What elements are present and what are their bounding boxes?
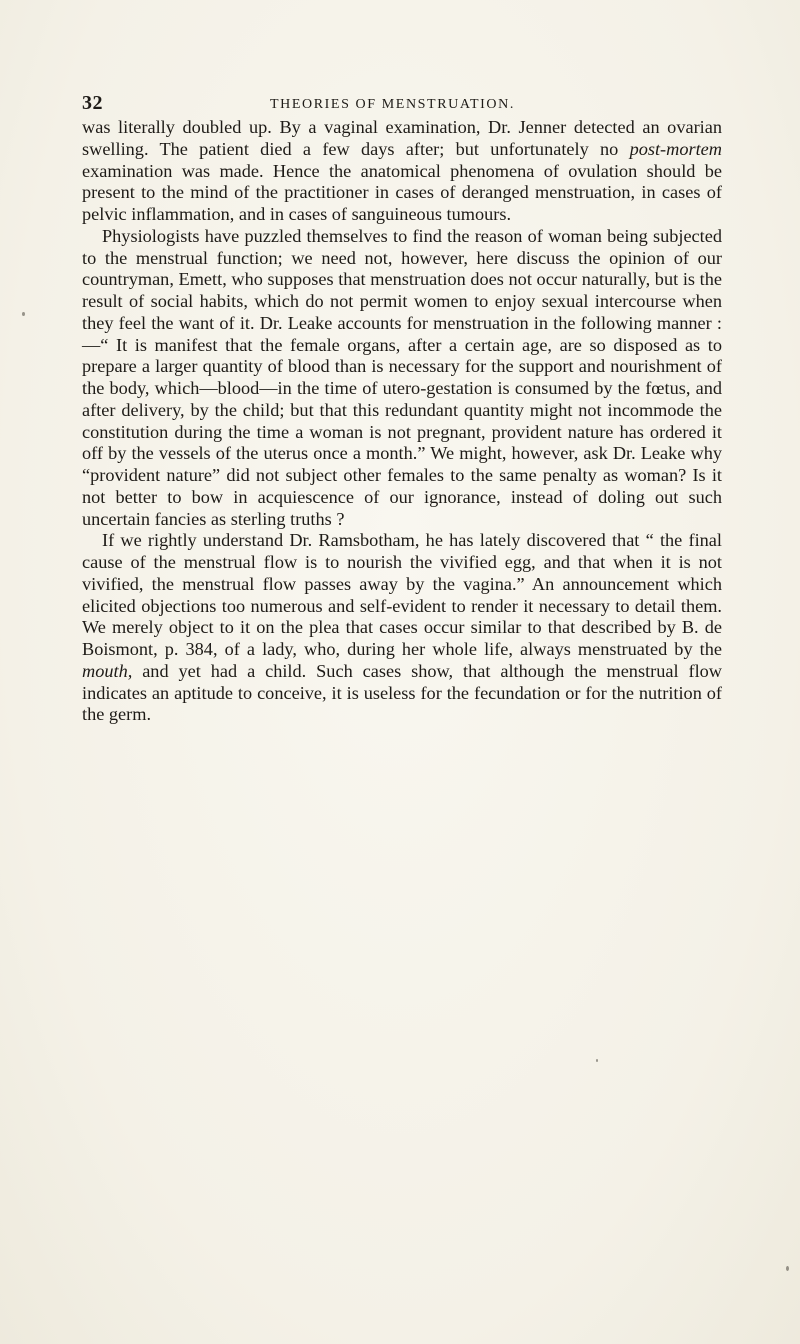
speck (786, 1266, 789, 1271)
paragraph-3-text-c: and yet had a child. Such cases show, that although the menstrual flow indicates an aptitude to conceive, it is useless for the fecundation or for the nutrition of the germ. (82, 660, 722, 725)
paragraph-2 (82, 226, 722, 531)
paragraph-1-text-a: was literally doubled up. By a vaginal examination, Dr. Jenner detected an ovarian swelling. The patient died a few days after; but unfortunately no (82, 117, 722, 159)
running-head: THEORIES OF MENSTRUATION. (270, 97, 515, 112)
paragraph-1 (82, 117, 722, 226)
page-header (82, 92, 722, 120)
paragraph-1-italic: post-mortem (629, 138, 722, 159)
paragraph-1-text-c: examination was made. Hence the anatomical phenomena of ovulation should be present to the mind of the practitioner in cases of deranged menstruation, in cases of pelvic inflammation, and in cases of sanguineous tumours. (82, 160, 722, 224)
paragraph-2-text: Physiologists have puzzled themselves to find the reason of woman being subjected to the menstrual function; we need not, however, here discuss the opinion of our countryman, Emett, who supposes that menstruation does not occur naturally, but is the result of social habits, which do not permit women to enjoy sexual intercourse when they feel the want of it. Dr. Leake accounts for menstruation in the following manner :—“ It is manifest that the female organs, after a certain age, are so disposed as to prepare a larger quantity of blood than is necessary for the support and nourishment of the body, which—blood—in the time of utero-gestation is consumed by the fœtus, and after delivery, by the child; but that this redundant quantity might not incommode the constitution during the time a woman is not pregnant, provident nature has ordered it off by the vessels of the uterus once a month.” We might, however, ask Dr. Leake why “provident nature” did not subject other females to the same penalty as woman? Is it not better to bow in acquiescence of our ignorance, instead of doling out such uncertain fancies as sterling truths ? (82, 225, 722, 529)
paragraph-3-text-a: If we rightly understand Dr. Ramsbotham, he has lately discovered that “ the final cause of the menstrual flow is to nourish the vivified egg, and that when it is not vivified, the menstrual flow passes away by the vagina.” An announcement which elicited objections too numerous and self-evident to render it necessary to detail them. We merely object to it on the plea that cases occur similar to that described by B. de Boismont, p. 384, of a lady, who, during her whole life, always menstruated by the (82, 530, 722, 659)
speck (596, 1059, 598, 1062)
speck (22, 312, 25, 316)
page-number: 32 (82, 92, 103, 114)
body-text (82, 117, 722, 726)
paragraph-3-italic: mouth, (82, 660, 133, 681)
paragraph-3 (82, 530, 722, 726)
